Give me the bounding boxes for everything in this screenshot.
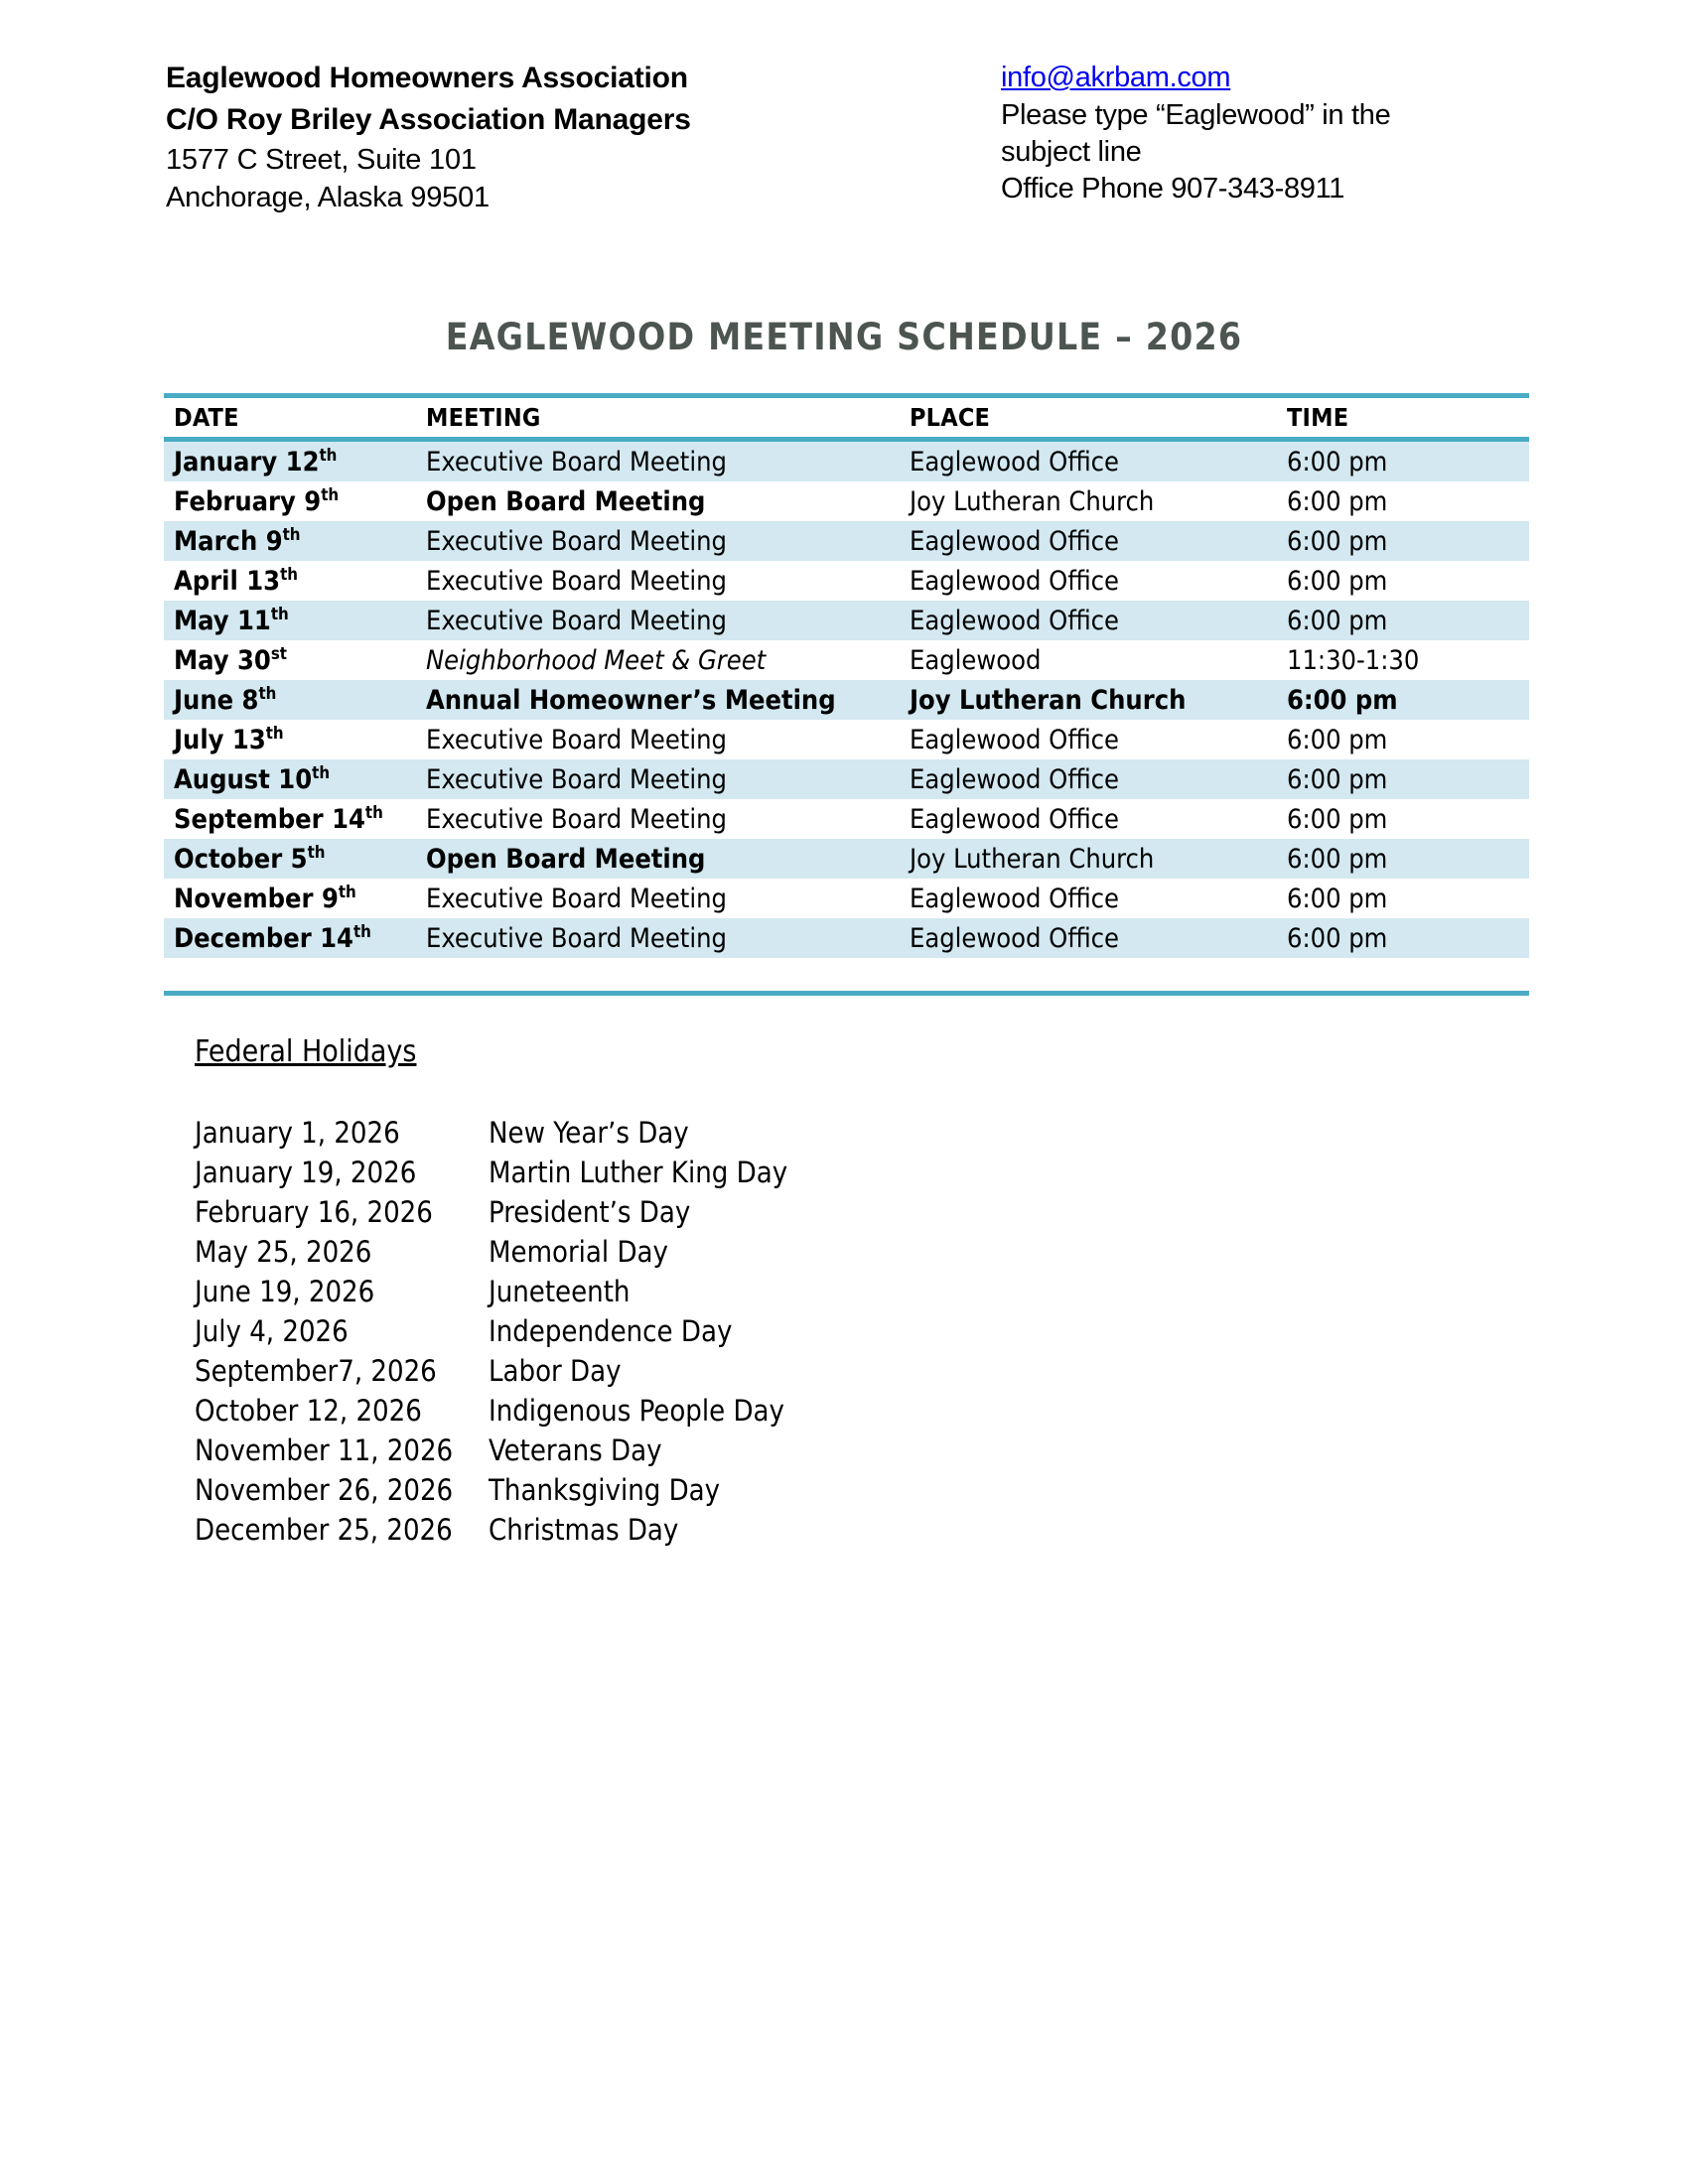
- street-address: 1577 C Street, Suite 101: [166, 144, 477, 176]
- holiday-row: [195, 1153, 1088, 1192]
- cell-time: 6:00 pm: [1287, 843, 1388, 875]
- date-ordinal-suffix: th: [307, 841, 326, 862]
- email-link[interactable]: info@akrbam.com: [1001, 62, 1231, 93]
- table-row: [164, 481, 1529, 521]
- holiday-name: Christmas Day: [489, 1513, 679, 1547]
- cell-place: Eaglewood Office: [910, 605, 1119, 636]
- cell-time: 6:00 pm: [1287, 724, 1388, 755]
- table-row: [164, 759, 1529, 799]
- holiday-date: September7, 2026: [195, 1354, 437, 1388]
- holiday-name: Indigenous People Day: [489, 1394, 784, 1428]
- contact-block: [1001, 58, 1617, 207]
- holiday-name: New Year’s Day: [489, 1116, 689, 1150]
- cell-date: March 9th: [174, 523, 301, 557]
- cell-place: Eaglewood: [910, 644, 1042, 676]
- cell-date: April 13th: [174, 563, 298, 597]
- cell-time: 6:00 pm: [1287, 763, 1388, 795]
- holiday-date: January 19, 2026: [195, 1156, 417, 1189]
- subject-note-line-1: Please type “Eaglewood” in the: [1001, 99, 1391, 131]
- holiday-name: Veterans Day: [489, 1433, 662, 1467]
- holiday-row: [195, 1431, 1088, 1470]
- table-header-row: [164, 398, 1529, 437]
- cell-place: Eaglewood Office: [910, 803, 1119, 835]
- page-title: EAGLEWOOD MEETING SCHEDULE – 2026: [445, 316, 1243, 358]
- cell-meeting: Executive Board Meeting: [426, 446, 727, 478]
- cell-date: October 5th: [174, 841, 326, 875]
- association-manager-line: C/O Roy Briley Association Managers: [166, 103, 691, 136]
- cell-meeting: Open Board Meeting: [426, 843, 706, 875]
- cell-date: August 10th: [174, 761, 331, 795]
- cell-meeting: Executive Board Meeting: [426, 883, 727, 914]
- cell-meeting: Open Board Meeting: [426, 485, 706, 517]
- organization-name: Eaglewood Homeowners Association: [166, 62, 688, 94]
- holiday-date: January 1, 2026: [195, 1116, 400, 1150]
- date-ordinal-suffix: th: [321, 483, 340, 504]
- holiday-name: Juneteenth: [489, 1275, 631, 1308]
- holiday-date: November 26, 2026: [195, 1473, 454, 1507]
- date-ordinal-suffix: th: [280, 563, 298, 584]
- column-header-date: DATE: [174, 403, 239, 432]
- cell-place: Eaglewood Office: [910, 724, 1119, 755]
- cell-time: 6:00 pm: [1287, 922, 1388, 954]
- cell-meeting: Neighborhood Meet & Greet: [426, 644, 767, 676]
- cell-meeting: Annual Homeowner’s Meeting: [426, 684, 836, 716]
- cell-time: 6:00 pm: [1287, 485, 1388, 517]
- holiday-row: [195, 1510, 1088, 1550]
- cell-place: Eaglewood Office: [910, 446, 1119, 478]
- federal-holidays-list: [195, 1113, 1088, 1550]
- cell-date: January 12th: [174, 444, 338, 478]
- date-ordinal-suffix: th: [338, 881, 356, 901]
- cell-meeting: Executive Board Meeting: [426, 525, 727, 557]
- holiday-date: May 25, 2026: [195, 1235, 372, 1269]
- date-ordinal-suffix: th: [319, 444, 338, 465]
- holiday-name: Martin Luther King Day: [489, 1156, 788, 1189]
- cell-date: November 9th: [174, 881, 356, 914]
- holiday-row: [195, 1311, 1088, 1351]
- table-row: [164, 561, 1529, 601]
- cell-meeting: Executive Board Meeting: [426, 922, 727, 954]
- holiday-name: Independence Day: [489, 1314, 733, 1348]
- cell-time: 6:00 pm: [1287, 605, 1388, 636]
- table-row: [164, 521, 1529, 561]
- table-row: [164, 799, 1529, 839]
- cell-place: Eaglewood Office: [910, 565, 1119, 597]
- cell-time: 6:00 pm: [1287, 684, 1398, 716]
- date-ordinal-suffix: th: [364, 801, 383, 822]
- cell-place: Joy Lutheran Church: [910, 485, 1155, 517]
- table-bottom-rule: [164, 991, 1529, 996]
- column-header-place: PLACE: [910, 403, 991, 432]
- cell-time: 11:30-1:30: [1287, 644, 1420, 676]
- holiday-date: December 25, 2026: [195, 1513, 453, 1547]
- holiday-row: [195, 1351, 1088, 1391]
- holiday-name: Thanksgiving Day: [489, 1473, 721, 1507]
- holiday-date: November 11, 2026: [195, 1433, 454, 1467]
- city-state-zip: Anchorage, Alaska 99501: [166, 182, 490, 213]
- cell-time: 6:00 pm: [1287, 525, 1388, 557]
- cell-date: May 11th: [174, 603, 289, 636]
- holiday-name: Memorial Day: [489, 1235, 668, 1269]
- cell-date: July 13th: [174, 722, 284, 755]
- holiday-row: [195, 1192, 1088, 1232]
- meeting-schedule-table: [164, 393, 1529, 958]
- column-header-time: TIME: [1287, 403, 1349, 432]
- federal-holidays-heading: Federal Holidays: [195, 1034, 417, 1069]
- cell-date: September 14th: [174, 801, 383, 835]
- letterhead: [0, 58, 1688, 246]
- table-body: [164, 442, 1529, 958]
- cell-date: June 8th: [174, 682, 277, 716]
- holiday-date: June 19, 2026: [195, 1275, 375, 1308]
- table-row: [164, 720, 1529, 759]
- date-ordinal-suffix: st: [270, 642, 287, 663]
- cell-place: Eaglewood Office: [910, 883, 1119, 914]
- table-row: [164, 601, 1529, 640]
- holiday-row: [195, 1272, 1088, 1311]
- date-ordinal-suffix: th: [282, 523, 301, 544]
- federal-holidays-section: [195, 1034, 1088, 1550]
- cell-place: Joy Lutheran Church: [910, 684, 1187, 716]
- holiday-name: Labor Day: [489, 1354, 622, 1388]
- subject-line-note: [1001, 97, 1617, 207]
- holiday-name: President’s Day: [489, 1195, 691, 1229]
- holiday-date: July 4, 2026: [195, 1314, 349, 1348]
- cell-time: 6:00 pm: [1287, 446, 1388, 478]
- holiday-date: February 16, 2026: [195, 1195, 433, 1229]
- date-ordinal-suffix: th: [258, 682, 277, 703]
- holiday-row: [195, 1113, 1088, 1153]
- cell-place: Eaglewood Office: [910, 763, 1119, 795]
- holiday-row: [195, 1232, 1088, 1272]
- organization-address-block: [166, 58, 901, 216]
- table-row: [164, 640, 1529, 680]
- cell-meeting: Executive Board Meeting: [426, 605, 727, 636]
- cell-meeting: Executive Board Meeting: [426, 565, 727, 597]
- cell-time: 6:00 pm: [1287, 803, 1388, 835]
- office-phone: Office Phone 907-343-8911: [1001, 173, 1345, 205]
- subject-note-line-2: subject line: [1001, 136, 1142, 168]
- cell-place: Eaglewood Office: [910, 525, 1119, 557]
- date-ordinal-suffix: th: [265, 722, 284, 743]
- cell-meeting: Executive Board Meeting: [426, 803, 727, 835]
- holiday-row: [195, 1391, 1088, 1431]
- table-row: [164, 442, 1529, 481]
- cell-date: May 30st: [174, 642, 287, 676]
- cell-place: Eaglewood Office: [910, 922, 1119, 954]
- date-ordinal-suffix: th: [312, 761, 331, 782]
- table-row: [164, 918, 1529, 958]
- table-row: [164, 839, 1529, 879]
- cell-time: 6:00 pm: [1287, 565, 1388, 597]
- cell-meeting: Executive Board Meeting: [426, 763, 727, 795]
- date-ordinal-suffix: th: [270, 603, 289, 623]
- date-ordinal-suffix: th: [352, 920, 371, 941]
- cell-date: December 14th: [174, 920, 371, 954]
- table-row: [164, 879, 1529, 918]
- cell-time: 6:00 pm: [1287, 883, 1388, 914]
- table-row: [164, 680, 1529, 720]
- column-header-meeting: MEETING: [426, 403, 541, 432]
- cell-meeting: Executive Board Meeting: [426, 724, 727, 755]
- holiday-row: [195, 1470, 1088, 1510]
- holiday-date: October 12, 2026: [195, 1394, 422, 1428]
- cell-place: Joy Lutheran Church: [910, 843, 1155, 875]
- cell-date: February 9th: [174, 483, 340, 517]
